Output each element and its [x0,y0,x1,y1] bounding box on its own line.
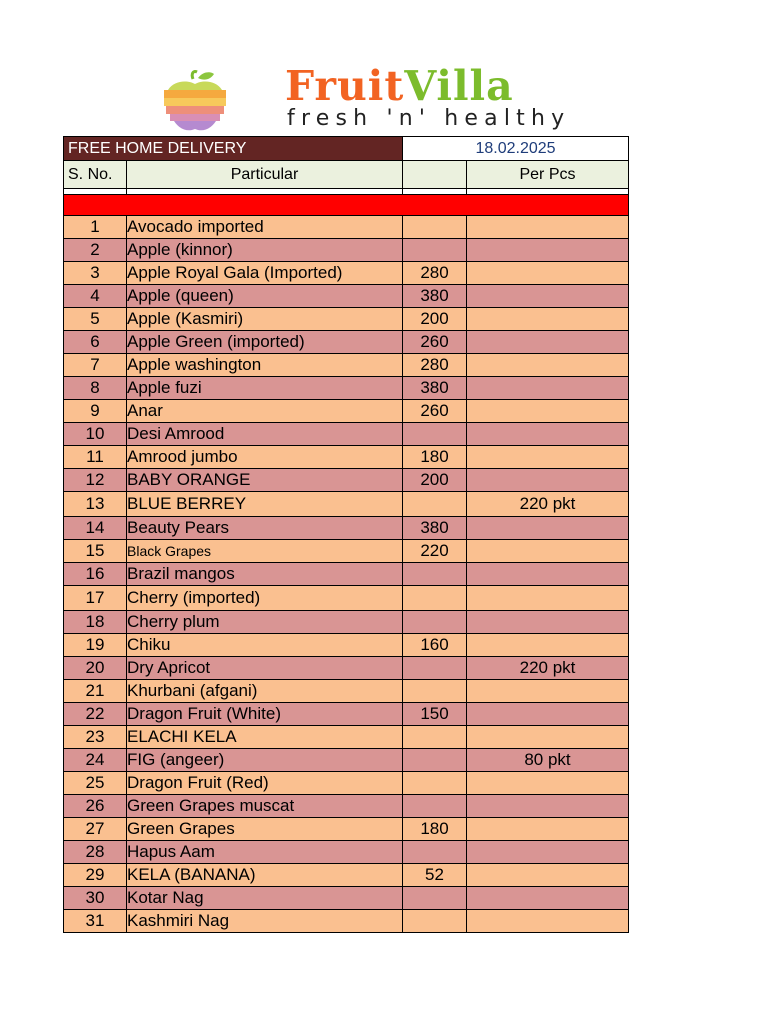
table-row [64,285,629,308]
row-price [403,216,467,239]
row-particular: Dragon Fruit (White) [127,703,403,726]
row-price [403,726,467,749]
row-particular: Kashmiri Nag [127,910,403,933]
row-number: 5 [64,308,127,331]
date-label: 18.02.2025 [403,137,629,161]
table-row [64,611,629,634]
row-particular: Apple fuzi [127,377,403,400]
row-per-pcs: 80 pkt [467,749,629,772]
table-row [64,841,629,864]
row-number: 7 [64,354,127,377]
row-number: 1 [64,216,127,239]
header-row-columns [64,161,629,189]
table-row [64,492,629,517]
row-per-pcs [467,517,629,540]
row-number: 16 [64,563,127,586]
table-row [64,262,629,285]
row-number: 15 [64,540,127,563]
table-row [64,703,629,726]
row-number: 28 [64,841,127,864]
brand-name-fruit: Fruit [285,62,405,110]
row-per-pcs [467,216,629,239]
table-row [64,216,629,239]
row-per-pcs [467,634,629,657]
row-particular: KELA (BANANA) [127,864,403,887]
apple-logo-icon [160,68,230,134]
row-price: 220 [403,540,467,563]
row-number: 21 [64,680,127,703]
row-number: 9 [64,400,127,423]
table-row [64,586,629,611]
table-row [64,563,629,586]
row-number: 30 [64,887,127,910]
table-row [64,657,629,680]
row-particular: FIG (angeer) [127,749,403,772]
row-per-pcs [467,563,629,586]
row-per-pcs [467,611,629,634]
row-particular: Dragon Fruit (Red) [127,772,403,795]
row-per-pcs [467,239,629,262]
row-price: 200 [403,308,467,331]
brand-name-villa: Villa [404,62,514,110]
row-per-pcs: 220 pkt [467,492,629,517]
row-price [403,887,467,910]
row-price [403,795,467,818]
brand-tagline: fresh 'n' healthy [287,106,571,131]
column-header-price [403,161,467,189]
table-row [64,634,629,657]
table-row [64,469,629,492]
row-particular: Apple (queen) [127,285,403,308]
row-number: 2 [64,239,127,262]
row-price [403,423,467,446]
row-price: 180 [403,818,467,841]
row-per-pcs [467,818,629,841]
row-particular: Dry Apricot [127,657,403,680]
table-row [64,795,629,818]
row-price: 180 [403,446,467,469]
row-particular: BLUE BERREY [127,492,403,517]
row-price [403,611,467,634]
table-row [64,864,629,887]
row-per-pcs [467,469,629,492]
row-number: 20 [64,657,127,680]
row-price [403,586,467,611]
row-per-pcs [467,540,629,563]
row-price: 150 [403,703,467,726]
row-particular: Kotar Nag [127,887,403,910]
row-number: 12 [64,469,127,492]
row-number: 11 [64,446,127,469]
row-price: 280 [403,354,467,377]
row-price [403,910,467,933]
row-particular: Avocado imported [127,216,403,239]
table-row [64,540,629,563]
table-row [64,517,629,540]
red-separator-row [64,195,629,216]
table-row [64,400,629,423]
row-price: 160 [403,634,467,657]
row-number: 18 [64,611,127,634]
row-per-pcs [467,795,629,818]
row-number: 4 [64,285,127,308]
row-particular: Black Grapes [127,540,403,563]
table-row [64,239,629,262]
row-particular: Apple Green (imported) [127,331,403,354]
row-per-pcs [467,308,629,331]
row-particular: Apple (Kasmiri) [127,308,403,331]
brand-name [285,64,570,108]
row-particular: Beauty Pears [127,517,403,540]
row-price: 380 [403,517,467,540]
row-particular: Anar [127,400,403,423]
row-price: 380 [403,377,467,400]
row-number: 29 [64,864,127,887]
table-row [64,772,629,795]
column-header-particular: Particular [127,161,403,189]
row-particular: Green Grapes muscat [127,795,403,818]
table-row [64,423,629,446]
header-row-delivery [64,137,629,161]
row-per-pcs [467,285,629,308]
table-row [64,377,629,400]
row-price [403,772,467,795]
row-particular: Cherry plum [127,611,403,634]
row-number: 19 [64,634,127,657]
row-per-pcs [467,726,629,749]
row-particular: Green Grapes [127,818,403,841]
row-per-pcs [467,400,629,423]
row-particular: Khurbani (afgani) [127,680,403,703]
row-number: 27 [64,818,127,841]
table-row [64,308,629,331]
row-number: 24 [64,749,127,772]
table-row [64,680,629,703]
row-per-pcs [467,887,629,910]
row-particular: Desi Amrood [127,423,403,446]
row-number: 8 [64,377,127,400]
row-price: 280 [403,262,467,285]
row-per-pcs [467,331,629,354]
row-per-pcs: 220 pkt [467,657,629,680]
row-price [403,680,467,703]
row-price [403,749,467,772]
row-per-pcs [467,262,629,285]
row-particular: Apple washington [127,354,403,377]
row-per-pcs [467,703,629,726]
table-row [64,749,629,772]
row-number: 22 [64,703,127,726]
column-header-sno: S. No. [64,161,127,189]
table-row [64,887,629,910]
row-per-pcs [467,377,629,400]
row-price: 380 [403,285,467,308]
row-per-pcs [467,864,629,887]
free-delivery-label: FREE HOME DELIVERY [64,137,403,161]
row-particular: Chiku [127,634,403,657]
row-number: 23 [64,726,127,749]
row-number: 25 [64,772,127,795]
brand-block [285,64,570,131]
row-number: 3 [64,262,127,285]
row-per-pcs [467,680,629,703]
row-per-pcs [467,446,629,469]
row-per-pcs [467,910,629,933]
row-price: 52 [403,864,467,887]
row-number: 17 [64,586,127,611]
row-number: 14 [64,517,127,540]
row-price: 260 [403,331,467,354]
row-number: 13 [64,492,127,517]
row-particular: Amrood jumbo [127,446,403,469]
table-row [64,354,629,377]
row-particular: Hapus Aam [127,841,403,864]
row-per-pcs [467,586,629,611]
row-number: 31 [64,910,127,933]
row-number: 6 [64,331,127,354]
row-number: 26 [64,795,127,818]
row-per-pcs [467,354,629,377]
column-header-per-pcs: Per Pcs [467,161,629,189]
row-price: 200 [403,469,467,492]
price-list-table [63,136,629,933]
row-price: 260 [403,400,467,423]
row-particular: Apple Royal Gala (Imported) [127,262,403,285]
row-particular: BABY ORANGE [127,469,403,492]
row-price [403,563,467,586]
table-row [64,446,629,469]
row-particular: Apple (kinnor) [127,239,403,262]
row-particular: Cherry (imported) [127,586,403,611]
row-per-pcs [467,772,629,795]
row-price [403,657,467,680]
row-price [403,239,467,262]
table-row [64,818,629,841]
row-particular: ELACHI KELA [127,726,403,749]
row-per-pcs [467,423,629,446]
row-price [403,841,467,864]
row-price [403,492,467,517]
row-number: 10 [64,423,127,446]
table-row [64,726,629,749]
row-per-pcs [467,841,629,864]
row-particular: Brazil mangos [127,563,403,586]
table-row [64,910,629,933]
table-row [64,331,629,354]
